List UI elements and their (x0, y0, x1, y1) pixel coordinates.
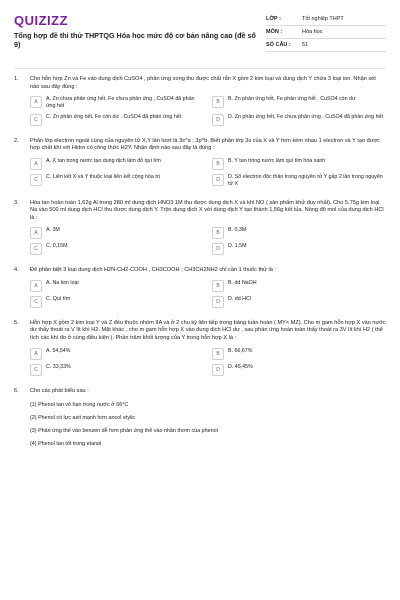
option-text: A. Zn chưa phản ứng hết, Fe chưa phản ứng , CuSO4 đã phản ứng hết (46, 96, 195, 109)
meta-row-count (266, 39, 386, 52)
option-letter-badge: B (212, 96, 224, 108)
option-text: B. dd NaOH (228, 279, 257, 286)
question-6 (0, 388, 400, 448)
option-letter-badge: A (30, 158, 42, 170)
option-letter-badge: C (30, 114, 42, 126)
option-a[interactable] (30, 227, 204, 239)
question-number: 1. (14, 76, 19, 82)
question-number: 2. (14, 137, 19, 144)
option-text: B. Y tan trong nước làm quì tím hóa xanh (228, 157, 326, 164)
option-grid (30, 96, 386, 126)
option-b[interactable] (212, 280, 386, 292)
option-d[interactable] (212, 174, 386, 188)
option-d[interactable] (212, 364, 386, 376)
meta-row-class (266, 13, 386, 26)
question-text: Cho các phát biểu sau : (30, 387, 89, 394)
option-a[interactable] (30, 96, 204, 110)
option-letter-badge: B (212, 158, 224, 170)
option-letter-badge: C (30, 174, 42, 186)
option-letter-badge: B (212, 280, 224, 292)
option-d[interactable] (212, 296, 386, 308)
question-text: Cho hỗn hợp Zn và Fe vào dung dịch CuSO4 , phản ứng xong thu được chất rắn X gồm 2 kim loại và dung dịch Y chứa 3 loại ion. Nhận xét nào sau đây đúng : (30, 76, 376, 90)
option-text: A. 54,54% (46, 347, 71, 354)
option-grid (30, 280, 386, 308)
question-number: 4. (14, 267, 19, 274)
header-divider (14, 68, 386, 69)
option-text: C. 0,15M (46, 243, 68, 250)
meta-table (266, 13, 386, 52)
option-a[interactable] (30, 280, 204, 292)
meta-row-subject (266, 26, 386, 39)
option-text: C. Zn phản ứng hết, Fe còn dư , CuSO4 đã phản ứng hết (46, 113, 182, 120)
question-4 (0, 267, 400, 308)
option-c[interactable] (30, 243, 204, 255)
option-b[interactable] (212, 96, 386, 110)
option-c[interactable] (30, 296, 204, 308)
option-text: D. Zn phản ứng hết, Fe chưa phản ứng , CuSO4 đã phản ứng hết (228, 113, 383, 120)
option-letter-badge: D (212, 243, 224, 255)
option-text: B. 0,3M (228, 227, 247, 234)
option-letter-badge: A (30, 348, 42, 360)
statement-2: (2) Phenol có lực axit mạnh hơn ancol etylic (30, 415, 136, 422)
option-letter-badge: B (212, 227, 224, 239)
option-text: A. 3M (46, 227, 60, 234)
option-text: A. Na kim loại (46, 279, 79, 286)
statement-1: (1) Phenol tan vô hạn trong nước ở 66°C (30, 402, 129, 409)
option-a[interactable] (30, 348, 204, 360)
option-d[interactable] (212, 114, 386, 126)
option-grid (30, 227, 386, 255)
option-b[interactable] (212, 227, 386, 239)
meta-label: SỐ CÂU : (266, 42, 291, 48)
option-letter-badge: A (30, 96, 42, 108)
statement-3: (3) Phản ứng thế vào benzen dễ hơn phản ứng thế vào nhân thơm của phenol (30, 428, 218, 435)
question-text: Hỗn hợp X gồm 2 kim loại Y và Z đều thuộc nhóm IIA và ở 2 chu kỳ liên tiếp trong bảng tuần hoàn ( MY< MZ). Cho m gam hỗn hợp X vào nước dư thấy thoát ra V lít khí H2. Mặt khác , cho m gam hỗn hợp X vào dung dịch HCl dư , sau phản ứng hoàn toàn thấy thoát ra 3V lít khí H2 ( thể tích các khí đo ở cùng điều kiện ). Phần trăm khối lượng của Y trong hỗn hợp X là : (30, 319, 386, 341)
option-letter-badge: B (212, 348, 224, 360)
option-text: B. Zn phản ứng hết, Fe phản ứng hết , CuSO4 còn dư (228, 96, 356, 103)
question-text: Hòa tan hoàn toàn 1,62g Al trong 280 ml dung dịch HNO3 1M thu được dung dịch X và khí NO ( sản phẩm khử duy nhất). Cho 5,75g kim loại Na vào 500 ml dung dịch HCl thu được dung dịch Y. Trộn dung dịch X với dung dịch Y tạo thành 1,56g kết tủa. Nồng độ mol của dung dịch HCl là : (30, 199, 384, 221)
brand-logo: QUIZIZZ (14, 13, 69, 28)
meta-label: MÔN : (266, 29, 283, 35)
option-letter-badge: A (30, 280, 42, 292)
question-number: 3. (14, 199, 19, 206)
option-text: D. dd HCl (228, 295, 251, 302)
meta-value: 51 (302, 42, 309, 48)
option-grid (30, 158, 386, 188)
option-letter-badge: C (30, 296, 42, 308)
option-letter-badge: A (30, 227, 42, 239)
option-text: D. 45,45% (228, 363, 253, 370)
option-letter-badge: C (30, 364, 42, 376)
option-text: B. 66,67% (228, 347, 253, 354)
option-text: C. 33,33% (46, 363, 71, 370)
header (0, 0, 400, 62)
option-a[interactable] (30, 158, 204, 170)
option-d[interactable] (212, 243, 386, 255)
option-letter-badge: D (212, 174, 224, 186)
option-grid (30, 348, 386, 376)
page-title: Tổng hợp đề thi thử THPTQG Hóa học mức độ cơ bản nâng cao (đề số 9) (14, 31, 256, 49)
question-text: Để phân biệt 3 loại dung dịch H2N-CH2-COOH , CH3COOH ; CH3CH2NH2 chỉ cần 1 thuốc thử là : (30, 267, 276, 274)
option-text: A. X tan trong nước tạo dung dịch làm đỏ quì tím (46, 157, 161, 164)
question-3 (0, 200, 400, 256)
question-5 (0, 320, 400, 376)
option-c[interactable] (30, 174, 204, 188)
option-text: C. Quì tím (46, 295, 71, 302)
question-text: Phân lớp electron ngoài cùng của nguyên tử X,Y lần lượt là 3s^a ; 3p^b. Biết phân lớp 3s của X và Y hơn kém nhau 1 electron và Y tạo được hợp chất khí với Hidro có công thức H2Y. Nhận định nào sau đây là đúng : (30, 137, 380, 152)
option-letter-badge: C (30, 243, 42, 255)
question-number: 6. (14, 387, 19, 394)
option-letter-badge: D (212, 296, 224, 308)
option-b[interactable] (212, 158, 386, 170)
option-b[interactable] (212, 348, 386, 360)
meta-label: LỚP : (266, 16, 281, 22)
option-text: D. Số electron độc thân trong nguyên tử Y gấp 2 lần trong nguyên tử X (228, 173, 383, 187)
question-number: 5. (14, 319, 19, 326)
option-text: D. 1,5M (228, 243, 247, 250)
option-letter-badge: D (212, 114, 224, 126)
question-2 (0, 138, 400, 188)
option-letter-badge: D (212, 364, 224, 376)
statement-4: (4) Phenol tan tốt trong etanol (30, 441, 102, 448)
meta-value: Hóa học (302, 29, 323, 35)
question-1 (0, 76, 400, 126)
option-text: C. Liên kết X và Y thuộc loại liên kết cộng hóa trị (46, 173, 160, 180)
question-list (0, 76, 400, 447)
meta-value: Tốt nghiệp THPT (302, 16, 344, 22)
option-c[interactable] (30, 364, 204, 376)
option-c[interactable] (30, 114, 204, 126)
